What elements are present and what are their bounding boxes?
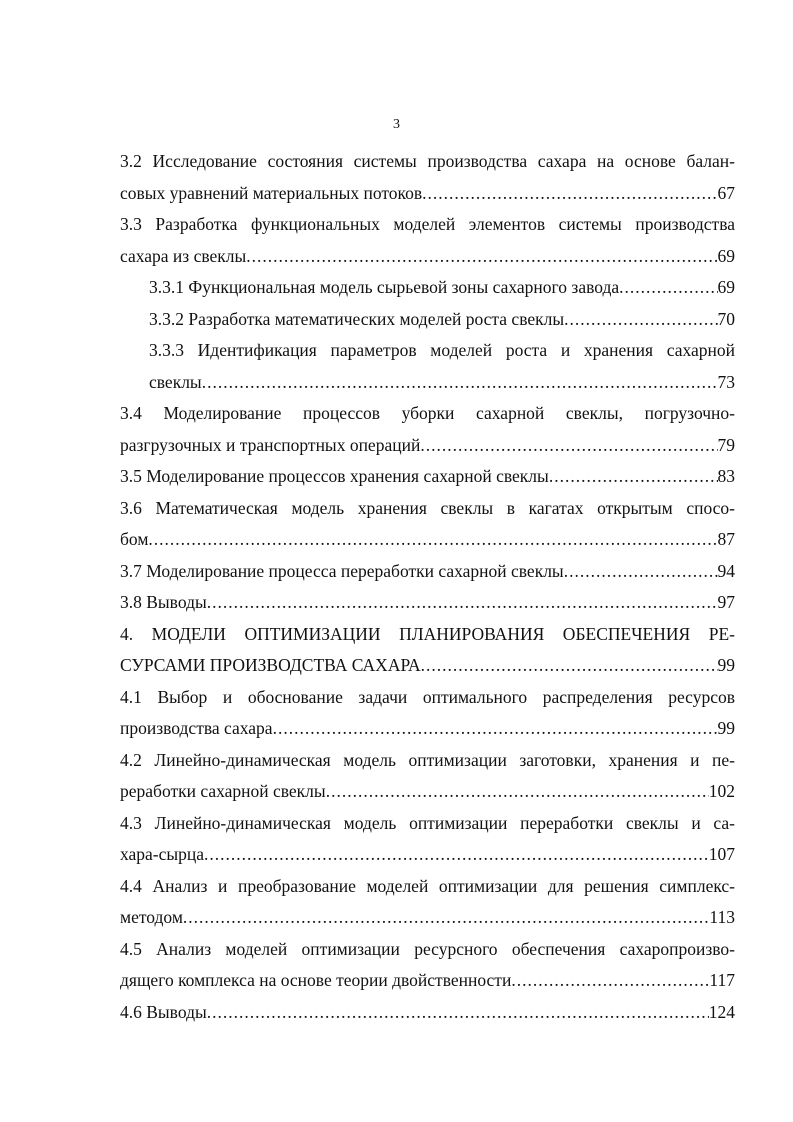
dot-leader: [204, 839, 709, 871]
toc-entry: [120, 934, 735, 997]
toc-line: [120, 650, 735, 682]
toc-entry-title: производства сахара: [120, 718, 273, 738]
toc-line: 4.5 Анализ моделей оптимизации ресурсного обеспечения сахаропроизво-: [120, 938, 735, 959]
toc-entry-title: 3.3.1 Функциональная модель сырьевой зоны сахарного завода: [149, 277, 620, 297]
toc-entry: [120, 335, 735, 398]
toc-line: 3.3.3 Идентификация параметров моделей роста и хранения сахарной: [149, 340, 735, 360]
toc-entry: [120, 209, 735, 272]
toc-page-number: 79: [717, 434, 735, 455]
toc-entry: [120, 493, 735, 556]
toc-entry: [120, 808, 735, 871]
toc-page-number: 87: [717, 529, 735, 549]
toc-entry: [120, 871, 735, 934]
page-number: 3: [393, 117, 400, 132]
toc-entry: [120, 556, 735, 588]
toc-entry-title: СУРСАМИ ПРОИЗВОДСТВА САХАРА: [120, 655, 421, 675]
toc-entry: [120, 146, 735, 209]
toc-line: 4.3 Линейно-динамическая модель оптимизации переработки свеклы и са-: [120, 812, 735, 833]
toc-page-number: 73: [717, 371, 735, 392]
toc-line: [120, 461, 735, 493]
toc-line: [120, 178, 735, 210]
toc-entry: [120, 304, 735, 336]
dot-leader: [422, 178, 717, 210]
toc-line: 3.4 Моделирование процессов уборки сахарной свеклы, погрузочно-: [120, 403, 735, 423]
toc-page-number: 94: [717, 560, 735, 581]
toc-entry-title: реработки сахарной свеклы: [120, 781, 326, 801]
dot-leader: [148, 524, 717, 556]
toc-line: 3.3 Разработка функциональных моделей элементов системы производства: [120, 214, 735, 234]
dot-leader: [273, 713, 718, 745]
toc-entry-title: 3.5 Моделирование процессов хранения сахарной свеклы: [120, 466, 549, 486]
toc-line: [120, 241, 735, 273]
toc-line: 4.4 Анализ и преобразование моделей оптимизации для решения симплекс-: [120, 875, 735, 896]
toc-line: [120, 524, 735, 556]
toc-entry-title: 4.6 Выводы: [120, 1001, 207, 1022]
toc-entry: [120, 682, 735, 745]
toc-entry-title: совых уравнений материальных потоков: [120, 182, 423, 203]
toc-entry: [120, 745, 735, 808]
dot-leader: [207, 587, 718, 619]
dot-leader: [246, 241, 717, 273]
toc-line: [120, 556, 735, 588]
toc-page-number: 102: [708, 781, 735, 801]
toc-entry: [120, 272, 735, 304]
toc-page-number: 99: [717, 718, 735, 738]
toc-page-number: 99: [717, 655, 735, 675]
toc-entry-title: 3.8 Выводы: [120, 592, 207, 612]
toc-entry: [120, 997, 735, 1029]
dot-leader: [511, 965, 709, 997]
toc-entry: [120, 398, 735, 461]
toc-page-number: 97: [717, 592, 735, 612]
toc-entry-title: 3.7 Моделирование процесса переработки сахарной свеклы: [120, 560, 564, 581]
toc-entry-title: методом: [120, 907, 183, 927]
toc-line: [120, 902, 735, 934]
toc-entry: [120, 587, 735, 619]
dot-leader: [183, 902, 709, 934]
toc-entry: [120, 619, 735, 682]
toc-entry-title: хара-сырца: [120, 844, 205, 864]
dot-leader: [420, 430, 717, 462]
toc-page-number: 113: [709, 907, 735, 927]
toc-entry-title: дящего комплекса на основе теории двойственности: [120, 970, 512, 990]
dot-leader: [549, 461, 718, 493]
toc-page-number: 107: [708, 844, 735, 864]
toc-line: [149, 304, 735, 336]
dot-leader: [202, 367, 718, 399]
toc-line: [149, 367, 735, 399]
toc-page-number: 117: [709, 970, 735, 990]
toc-line: 4. МОДЕЛИ ОПТИМИЗАЦИИ ПЛАНИРОВАНИЯ ОБЕСПЕЧЕНИЯ РЕ-: [120, 623, 735, 644]
toc-line: [120, 713, 735, 745]
dot-leader: [619, 272, 717, 304]
toc-line: 4.1 Выбор и обоснование задачи оптимального распределения ресурсов: [120, 686, 735, 707]
toc-page-number: 69: [717, 245, 735, 266]
toc-line: [120, 430, 735, 462]
toc-page-number: 70: [717, 308, 735, 329]
toc-entry-title: разгрузочных и транспортных операций: [120, 434, 421, 455]
toc-line: [120, 997, 735, 1029]
toc-line: [120, 776, 735, 808]
toc-line: [149, 272, 735, 304]
toc-entry-title: бом: [120, 529, 149, 549]
dot-leader: [326, 776, 709, 808]
toc-page-number: 69: [717, 277, 735, 297]
toc-entry-title: свеклы: [149, 371, 202, 392]
toc-line: 4.2 Линейно-динамическая модель оптимизации заготовки, хранения и пе-: [120, 749, 735, 770]
toc-page-number: 67: [717, 182, 735, 203]
dot-leader: [421, 650, 718, 682]
toc-line: [120, 839, 735, 871]
toc-line: 3.6 Математическая модель хранения свеклы в кагатах открытым спосо-: [120, 497, 735, 518]
toc-line: 3.2 Исследование состояния системы производства сахара на основе балан-: [120, 151, 735, 171]
dot-leader: [564, 304, 717, 336]
toc-entry-title: сахара из свеклы: [120, 245, 247, 266]
toc-entry: [120, 461, 735, 493]
dot-leader: [207, 997, 709, 1029]
toc-entry-title: 3.3.2 Разработка математических моделей роста свеклы: [149, 308, 565, 329]
dot-leader: [564, 556, 718, 588]
toc-page-number: 124: [708, 1001, 735, 1022]
toc-line: [120, 965, 735, 997]
toc-page-number: 83: [717, 466, 735, 486]
table-of-contents: [120, 146, 735, 1028]
toc-line: [120, 587, 735, 619]
